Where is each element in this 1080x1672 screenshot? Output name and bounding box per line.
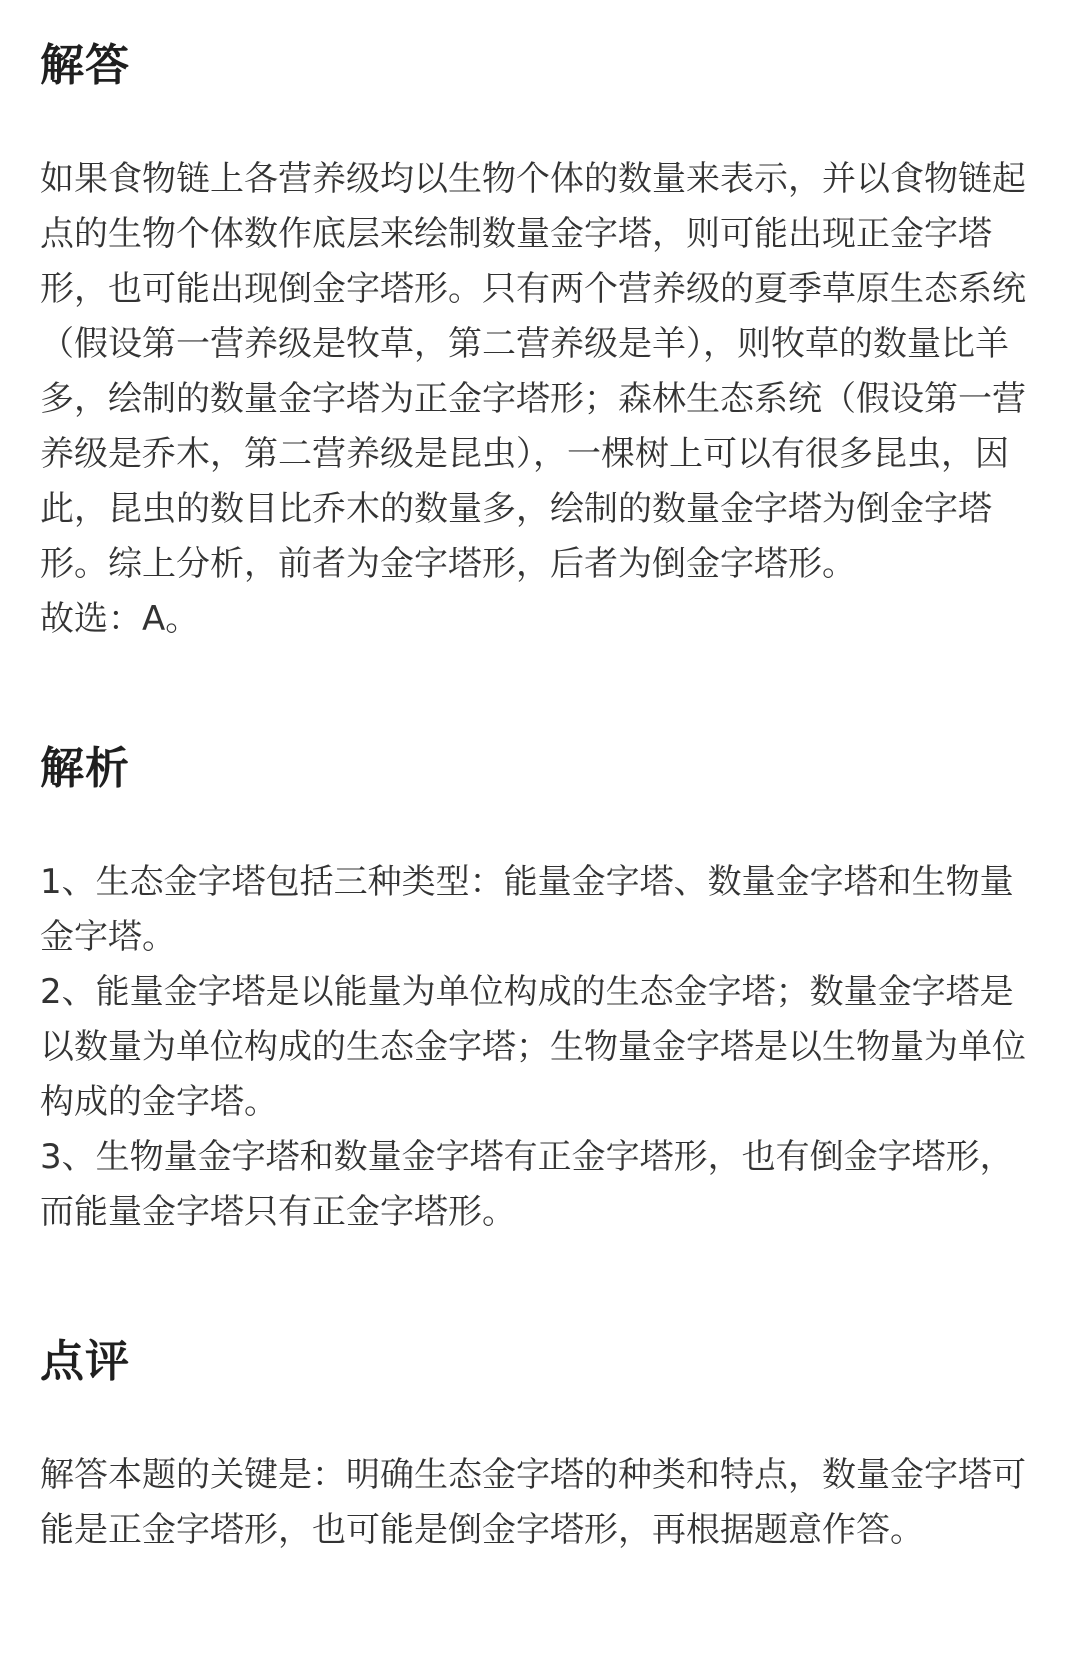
- comment-paragraph: 解答本题的关键是：明确生态金字塔的种类和特点，数量金字塔可能是正金字塔形，也可能是倒金字塔形，再根据题意作答。: [40, 1455, 1026, 1550]
- answer-choice: 故选：A。: [40, 599, 200, 639]
- analysis-point-1: 1、生态金字塔包括三种类型：能量金字塔、数量金字塔和生物量金字塔。: [40, 862, 1014, 957]
- answer-paragraph: 如果食物链上各营养级均以生物个体的数量来表示，并以食物链起点的生物个体数作底层来绘制数量金字塔，则可能出现正金字塔形，也可能出现倒金字塔形。只有两个营养级的夏季草原生态系统（假设第一营养级是牧草，第二营养级是羊），则牧草的数量比羊多，绘制的数量金字塔为正金字塔形；森林生态系统（假设第一营养级是乔木，第二营养级是昆虫），一棵树上可以有很多昆虫，因此，昆虫的数目比乔木的数量多，绘制的数量金字塔为倒金字塔形。综上分析，前者为金字塔形，后者为倒金字塔形。: [40, 159, 1026, 584]
- analysis-body: [40, 855, 1040, 1240]
- answer-title: 解答: [40, 40, 130, 91]
- comment-section: [40, 1318, 1040, 1558]
- comment-title: 点评: [40, 1336, 130, 1387]
- analysis-title: 解析: [40, 743, 130, 794]
- analysis-point-3: 3、生物量金字塔和数量金字塔有正金字塔形，也有倒金字塔形，而能量金字塔只有正金字塔形。: [40, 1137, 1014, 1232]
- analysis-section: [40, 725, 1040, 1240]
- comment-body: [40, 1448, 1040, 1558]
- analysis-point-2: 2、能量金字塔是以能量为单位构成的生态金字塔；数量金字塔是以数量为单位构成的生态金字塔；生物量金字塔是以生物量为单位构成的金字塔。: [40, 972, 1026, 1122]
- answer-section: [40, 22, 1040, 647]
- answer-body: [40, 152, 1040, 647]
